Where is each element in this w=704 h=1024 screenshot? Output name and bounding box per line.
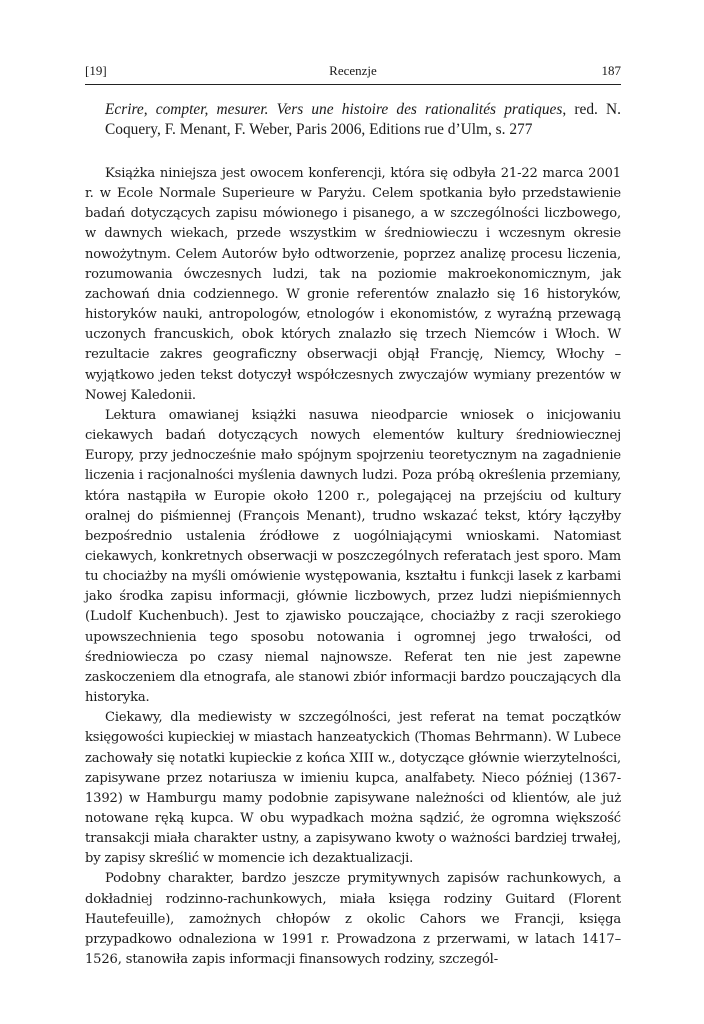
section-number: [19]	[85, 63, 107, 78]
bibliographic-entry	[85, 100, 621, 140]
page-number: 187	[601, 63, 621, 78]
page	[85, 62, 621, 970]
review-body	[85, 164, 621, 970]
running-head	[85, 62, 621, 85]
book-title: Ecrire, compter, mesurer. Vers une histoire des rationalités pratiques	[105, 101, 563, 118]
running-head-title: Recenzje	[329, 63, 377, 78]
book-details: , red. N. Coquery, F. Menant, F. Weber, Paris 2006, Editions rue d’Ulm, s. 277	[105, 101, 621, 138]
paragraph: Lektura omawianej książki nasuwa nieodparcie wniosek o inicjowaniu ciekawych badań dotyczących nowych elementów kultury średniowiecznej Europy, przy jednocześnie mało spójnym spojrzeniu teoretycznym na zagadnienie liczenia i racjonalności myślenia dawnych ludzi. Poza próbą określenia przemiany, która nastąpiła w Europie około 1200 r., polegającej na przejściu od kultury oralnej do piśmiennej (François Menant), trudno wskazać tekst, który łączyłby bezpośrednio ustalenia źródłowe z uogólniającymi wnioskami. Natomiast ciekawych, konkretnych obserwacji w poszczególnych referatach jest sporo. Mam tu chociażby na myśli omówienie występowania, kształtu i funkcji lasek z karbami jako środka zapisu informacji, głównie liczbowych, przez ludzi niepiśmiennych (Ludolf Kuchenbuch). Jest to zjawisko pouczające, chociażby z racji szerokiego upowszechnienia tego sposobu notowania i ogromnej jego trwałości, od średniowiecza po czasy niemal najnowsze. Referat ten nie jest zapewne zaskoczeniem dla etnografa, ale stanowi zbiór informacji bardzo pouczających dla historyka.	[85, 407, 621, 706]
paragraph: Książka niniejsza jest owocem konferencji, która się odbyła 21-22 marca 2001 r. w Ecole Normale Superieure w Paryżu. Celem spotkania było przedstawienie badań dotyczących zapisu mówionego i pisanego, a w szczególności liczbowego, w dawnych wiekach, przede wszystkim w średniowieczu i wczesnym okresie nowożytnym. Celem Autorów było odtworzenie, poprzez analizę procesu liczenia, rozumowania ówczesnych ludzi, tak na poziomie makroekonomicznym, jak zachowań dnia codziennego. W gronie referentów znalazło się 16 historyków, historyków nauki, antropologów, etnologów i ekonomistów, z wyraźną przewagą uczonych francuskich, obok których znalazło się trzech Niemców i Włoch. W rezultacie zakres geograficzny obserwacji objął Francję, Niemcy, Włochy – wyjątkowo jeden tekst dotyczył współczesnych zwyczajów wymiany prezentów w Nowej Kaledonii.	[85, 166, 621, 403]
running-head-title-wrap	[85, 62, 621, 80]
paragraph: Podobny charakter, bardzo jeszcze prymitywnych zapisów rachunkowych, a dokładniej rodzinno-rachunkowych, miała księga rodziny Guitard (Florent Hautefeuille), zamożnych chłopów z okolic Cahors we Francji, księga przypadkowo odnaleziona w 1991 r. Prowadzona z przerwami, w latach 1417–1526, stanowiła zapis informacji finansowych rodziny, szczegól-	[85, 871, 621, 968]
paragraph: Ciekawy, dla mediewisty w szczególności, jest referat na temat początków księgowości kupieckiej w miastach hanzeatyckich (Thomas Behrmann). W Lubece zachowały się notatki kupieckie z końca XIII w., dotyczące głównie wierzytelności, zapisywane przez notariusza w imieniu kupca, analfabety. Nieco później (1367-1392) w Hamburgu mamy podobnie zapisywane należności od klientów, ale już notowane ręką kupca. W obu wypadkach można sądzić, że ogromna większość transakcji miała charakter ustny, a zapisywano kwoty o ważności bardziej trwałej, by zapisy skreślić w momencie ich dezaktualizacji.	[85, 710, 621, 867]
